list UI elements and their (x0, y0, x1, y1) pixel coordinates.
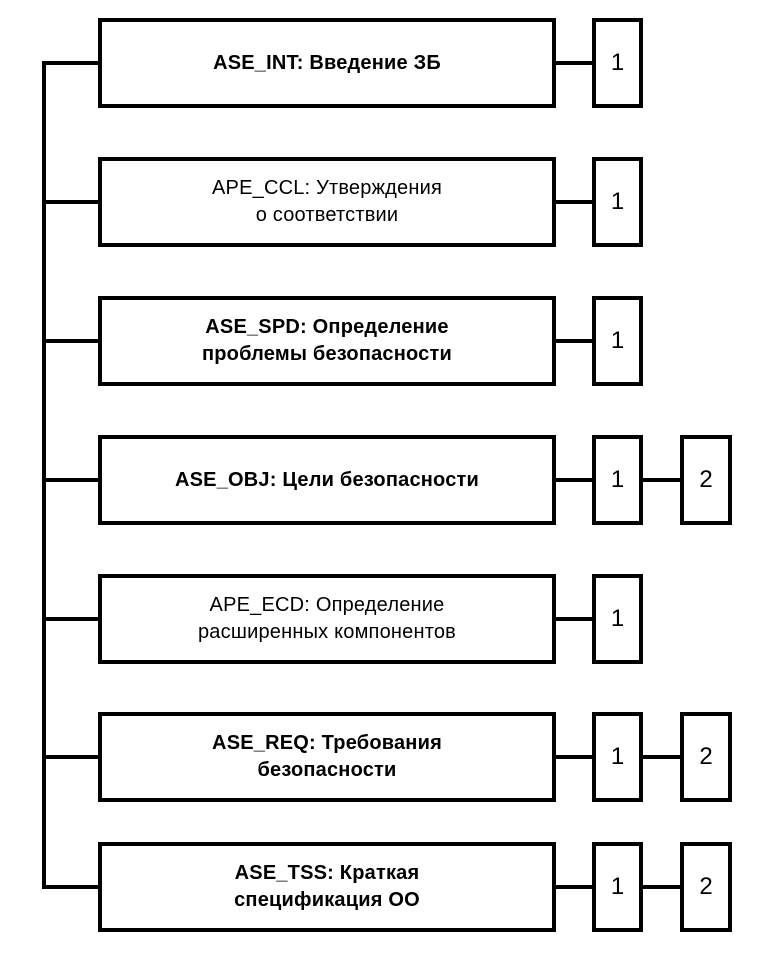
connector-line (556, 885, 592, 889)
family-box-ape-ecd (98, 574, 556, 664)
connector-line (42, 885, 98, 889)
label-line-1: APE_CCL: Утверждения (212, 177, 442, 199)
family-box-label (175, 467, 479, 494)
family-box-label (234, 860, 420, 914)
connector-line (556, 617, 592, 621)
diagram-row-ase-spd (0, 296, 758, 386)
connector-line (556, 339, 592, 343)
component-level-value: 1 (610, 873, 625, 900)
connector-line (42, 339, 98, 343)
component-level-box-1 (592, 18, 643, 108)
label-line-2: о соответствии (255, 204, 399, 226)
label-line-2: безопасности (257, 759, 397, 781)
family-box-ase-spd (98, 296, 556, 386)
component-level-value: 1 (610, 605, 625, 632)
component-level-box-2 (680, 435, 732, 525)
component-level-value: 1 (610, 327, 625, 354)
connector-line (42, 478, 98, 482)
family-box-label (212, 730, 442, 784)
component-level-box-1 (592, 435, 643, 525)
component-level-box-2 (680, 842, 732, 932)
label-line-2: спецификация ОО (234, 889, 420, 911)
label-line-1: ASE_OBJ: Цели безопасности (174, 468, 480, 491)
component-level-value: 2 (699, 743, 713, 770)
component-level-value: 1 (610, 49, 625, 76)
diagram-row-ase-int (0, 18, 758, 108)
diagram-row-ase-obj (0, 435, 758, 525)
connector-line (643, 755, 680, 759)
component-level-box-1 (592, 157, 643, 247)
family-box-ase-obj (98, 435, 556, 525)
label-line-1: ASE_INT: Введение ЗБ (213, 51, 441, 74)
connector-line (42, 617, 98, 621)
component-level-value: 1 (610, 188, 625, 215)
label-line-1: ASE_REQ: Требования (212, 732, 442, 754)
label-line-2: расширенных компонентов (197, 621, 457, 643)
connector-line (556, 478, 592, 482)
connector-line (643, 478, 680, 482)
component-level-box-1 (592, 574, 643, 664)
component-level-box-1 (592, 712, 643, 802)
component-level-value: 2 (699, 873, 713, 900)
component-level-value: 2 (699, 466, 713, 493)
component-level-value: 1 (610, 466, 625, 493)
family-box-ape-ccl (98, 157, 556, 247)
diagram-row-ape-ecd (0, 574, 758, 664)
label-line-2: проблемы безопасности (201, 343, 452, 365)
connector-line (42, 61, 98, 65)
family-box-label (202, 314, 452, 368)
connector-line (643, 885, 680, 889)
connector-line (556, 61, 592, 65)
label-line-1: ASE_TSS: Краткая (234, 862, 420, 884)
connector-line (556, 755, 592, 759)
diagram-row-ase-tss (0, 842, 758, 932)
connector-line (556, 200, 592, 204)
label-line-1: ASE_SPD: Определение (205, 316, 449, 338)
label-line-1: APE_ECD: Определение (209, 594, 445, 616)
family-box-label (212, 175, 442, 229)
connector-line (42, 755, 98, 759)
component-level-box-1 (592, 296, 643, 386)
family-box-label (198, 592, 456, 646)
family-box-ase-tss (98, 842, 556, 932)
family-box-ase-int (98, 18, 556, 108)
family-box-label (213, 50, 441, 77)
family-box-ase-req (98, 712, 556, 802)
diagram-row-ape-ccl (0, 157, 758, 247)
component-level-box-2 (680, 712, 732, 802)
diagram-row-ase-req (0, 712, 758, 802)
component-level-value: 1 (610, 743, 625, 770)
connector-line (42, 200, 98, 204)
component-level-box-1 (592, 842, 643, 932)
